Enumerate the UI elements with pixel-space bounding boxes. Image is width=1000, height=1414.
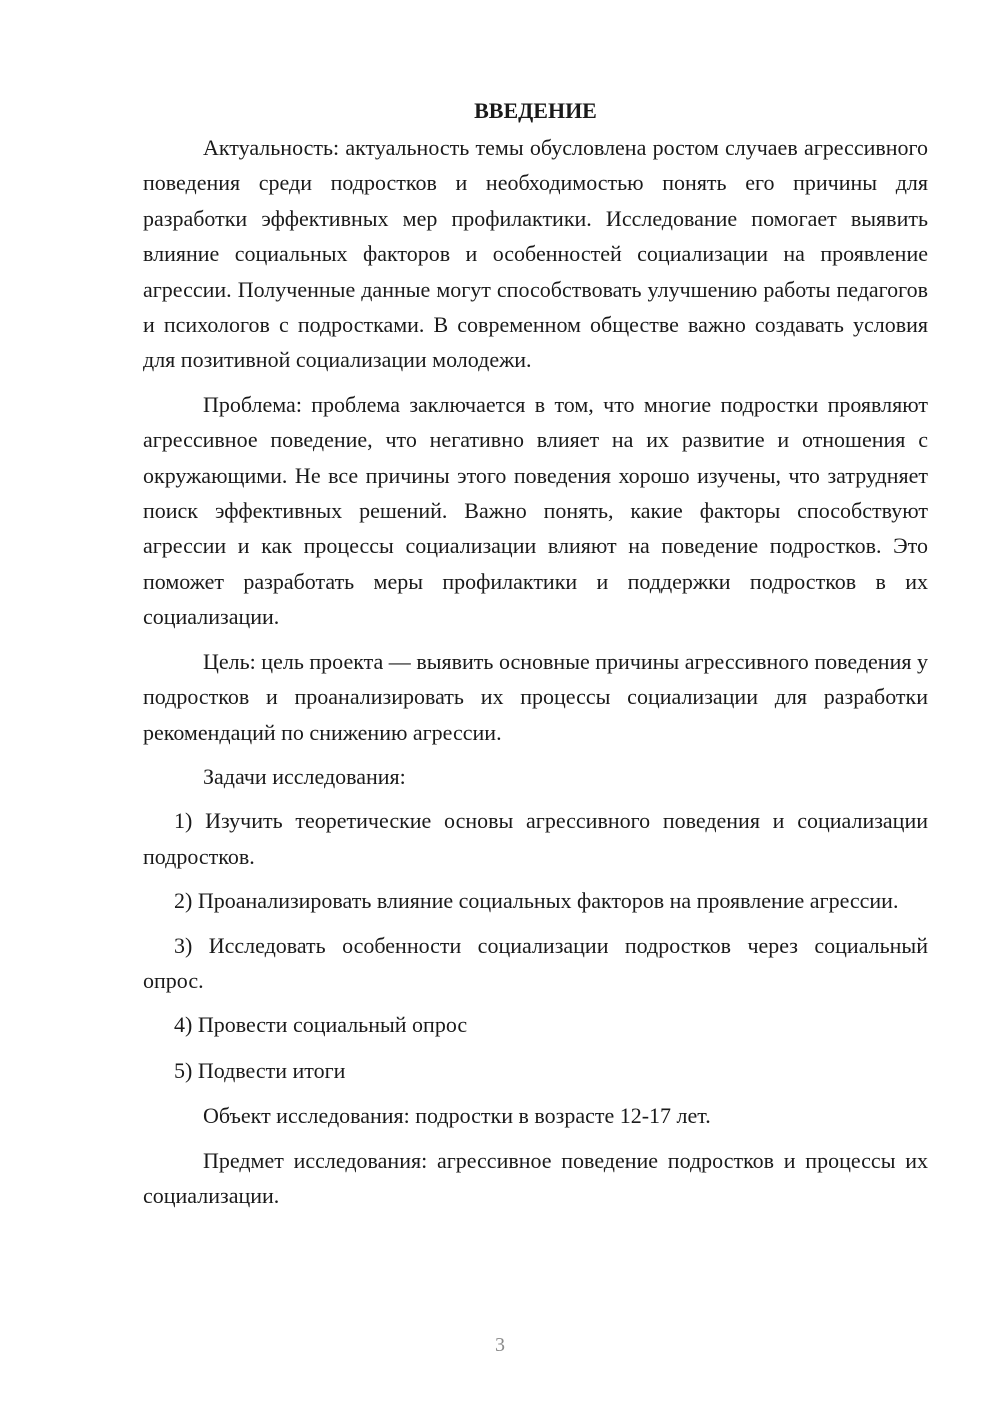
page-title: ВВЕДЕНИЕ — [474, 98, 597, 123]
task-item-5: 5) Подвести итоги — [174, 1057, 346, 1083]
task-item-1: 1) Изучить теоретические основы агрессивного поведения и социализации подростков. — [143, 808, 928, 869]
subject-paragraph: Предмет исследования: агрессивное поведение подростков и процессы их социализации. — [143, 1147, 928, 1208]
page-number: 3 — [495, 1334, 505, 1356]
task-item-3: 3) Исследовать особенности социализации подростков через социальный опрос. — [143, 932, 928, 993]
goal-paragraph: Цель: цель проекта — выявить основные причины агрессивного поведения у подростков и проанализировать их процессы социализации для разработки рекомендаций по снижению агрессии. — [143, 648, 928, 745]
task-item-2: 2) Проанализировать влияние социальных факторов на проявление агрессии. — [174, 888, 899, 914]
task-item-4: 4) Провести социальный опрос — [174, 1012, 468, 1038]
tasks-heading: Задачи исследования: — [203, 763, 406, 789]
relevance-paragraph: Актуальность: актуальность темы обусловлена ростом случаев агрессивного поведения среди подростков и необходимостью понять его причины для разработки эффективных мер профилактики. Исследование помогает выявить влияние социальных факторов и особенностей социализации на проявление агрессии. Полученные данные могут способствовать улучшению работы педагогов и психологов с подростками. В современном обществе важно создавать условия для позитивной социализации молодежи. — [143, 135, 928, 373]
problem-paragraph: Проблема: проблема заключается в том, что многие подростки проявляют агрессивное поведение, что негативно влияет на их развитие и отношения с окружающими. Не все причины этого поведения хорошо изучены, что затрудняет поиск эффективных решений. Важно понять, какие факторы способствуют агрессии и как процессы социализации влияют на поведение подростков. Это поможет разработать меры профилактики и поддержки подростков в их социализации. — [143, 391, 928, 630]
document-page — [143, 96, 928, 1222]
object-paragraph: Объект исследования: подростки в возрасте 12-17 лет. — [203, 1103, 711, 1129]
